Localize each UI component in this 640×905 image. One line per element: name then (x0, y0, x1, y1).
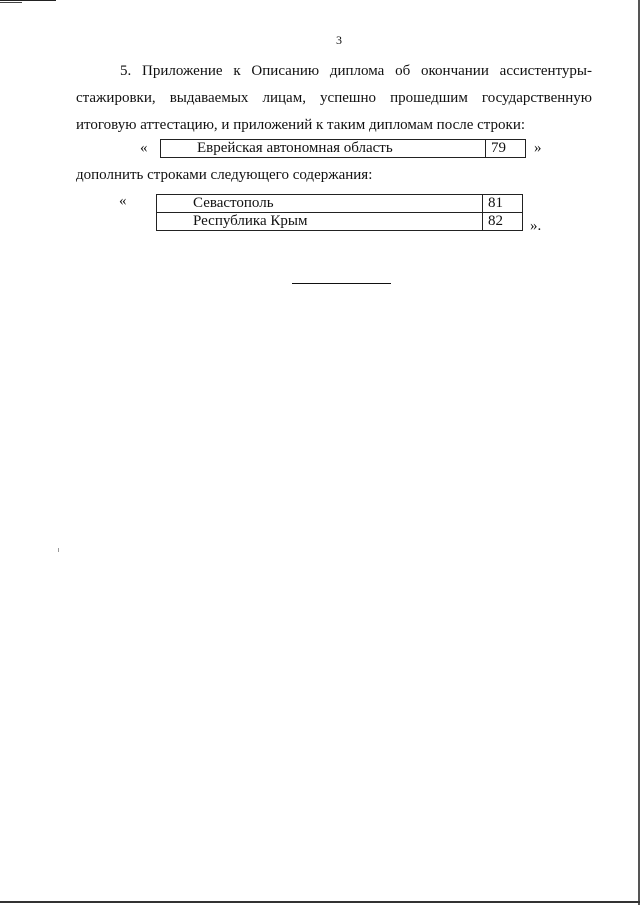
scan-artifact (0, 0, 56, 1)
table-row (161, 140, 526, 158)
scan-artifact (58, 548, 59, 552)
paragraph-line: стажировки, выдаваемых лицам, успешно прошедшим государственную (76, 90, 592, 106)
paragraph-line: дополнить строками следующего содержания: (76, 167, 373, 183)
end-of-document-rule (292, 283, 391, 284)
paragraph-line: итоговую аттестацию, и приложений к таким дипломам после строки: (76, 117, 526, 133)
paragraph-line: 5. Приложение к Описанию диплома об окончании ассистентуры- (120, 63, 592, 79)
region-name-cell: Еврейская автономная область (161, 140, 486, 158)
closing-quote: » (534, 140, 542, 156)
region-name-cell: Республика Крым (157, 213, 483, 231)
page-number: 3 (336, 33, 342, 47)
scan-edge (0, 901, 640, 903)
opening-quote: « (140, 140, 148, 156)
scan-artifact (0, 2, 22, 3)
region-code-cell: 79 (486, 140, 526, 158)
region-code-cell: 82 (483, 213, 523, 231)
table-row (157, 195, 523, 213)
region-code-cell: 81 (483, 195, 523, 213)
closing-quote: ». (530, 218, 542, 234)
new-rows-table (156, 194, 523, 231)
opening-quote: « (119, 193, 127, 209)
region-name-cell: Севастополь (157, 195, 483, 213)
existing-row-table (160, 139, 526, 158)
table-row (157, 213, 523, 231)
